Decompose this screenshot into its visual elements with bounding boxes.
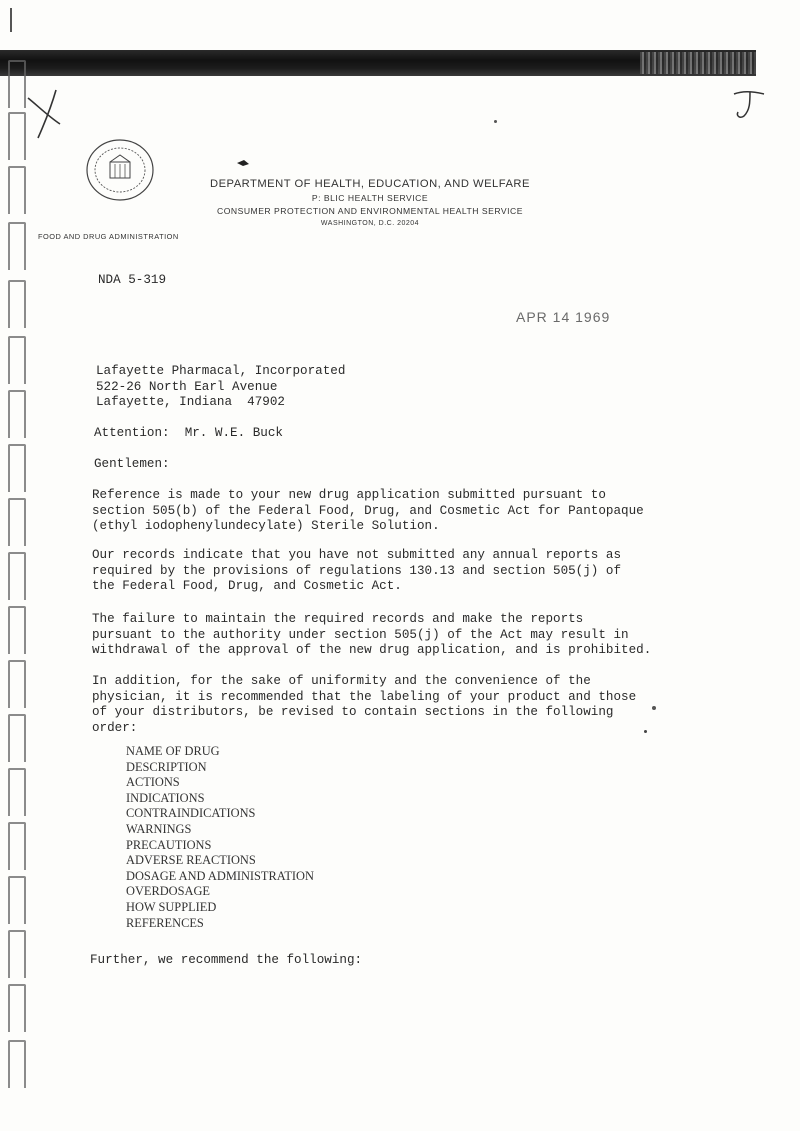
recipient-line: Lafayette, Indiana 47902 [96, 395, 285, 410]
paragraph-line: The failure to maintain the required records and make the reports [92, 612, 584, 626]
handwritten-x-mark [22, 84, 72, 144]
service-name: P: BLIC HEALTH SERVICE [311, 193, 429, 203]
list-item: OVERDOSAGE [126, 884, 210, 899]
list-item: INDICATIONS [126, 790, 205, 805]
scan-top-bar-texture [640, 52, 756, 74]
agency-name: FOOD AND DRUG ADMINISTRATION [38, 232, 179, 241]
division-name: CONSUMER PROTECTION AND ENVIRONMENTAL HEALTH SERVICE [217, 206, 523, 216]
scan-speckle [644, 730, 647, 733]
list-item: PRECAUTIONS [126, 837, 212, 852]
paragraph-line: of your distributors, be revised to contain sections in the following [92, 705, 614, 720]
paragraph-2 [92, 548, 621, 595]
list-item: ACTIONS [126, 775, 180, 790]
paragraph-3 [92, 612, 651, 659]
paragraph-line: required by the provisions of regulations 130.13 and section 505(j) of [92, 563, 622, 578]
list-item: NAME OF DRUG [126, 744, 220, 758]
paragraph-line: physician, it is recommended that the labeling of your product and those [92, 689, 637, 704]
list-item: WARNINGS [126, 821, 192, 836]
scan-speckle [494, 120, 497, 123]
recipient-line: 522-26 North Earl Avenue [96, 379, 278, 394]
list-item: ADVERSE REACTIONS [126, 853, 256, 868]
list-item: REFERENCES [126, 915, 204, 930]
paragraph-line: withdrawal of the approval of the new drug application, and is prohibited. [92, 643, 652, 658]
paragraph-line: In addition, for the sake of uniformity and the convenience of the [92, 674, 591, 688]
labeling-sections-list [126, 744, 314, 931]
handwritten-initial [728, 86, 768, 122]
paragraph-line: the Federal Food, Drug, and Cosmetic Act. [92, 579, 402, 594]
department-name: DEPARTMENT OF HEALTH, EDUCATION, AND WELFARE [210, 178, 530, 190]
paragraph-1 [92, 488, 644, 535]
attention-line: Attention: Mr. W.E. Buck [94, 426, 283, 440]
list-item: HOW SUPPLIED [126, 899, 217, 914]
scan-left-tick [10, 8, 12, 32]
list-item: DESCRIPTION [126, 759, 207, 774]
paragraph-4 [92, 674, 636, 736]
paragraph-line: Reference is made to your new drug application submitted pursuant to [92, 488, 606, 502]
hew-seal-icon [84, 138, 156, 202]
date-stamp: APR 14 1969 [516, 309, 611, 325]
recipient-line: Lafayette Pharmacal, Incorporated [96, 364, 346, 378]
paragraph-line: section 505(b) of the Federal Food, Drug, and Cosmetic Act for Pantopaque [92, 503, 644, 518]
stray-mark [236, 158, 250, 168]
paragraph-line: Our records indicate that you have not submitted any annual reports as [92, 548, 622, 562]
salutation: Gentlemen: [94, 457, 170, 471]
list-item: CONTRAINDICATIONS [126, 806, 256, 821]
recipient-address [96, 364, 345, 411]
list-item: DOSAGE AND ADMINISTRATION [126, 868, 314, 883]
paragraph-line: (ethyl iodophenylundecylate) Sterile Solution. [92, 519, 440, 534]
paragraph-line: pursuant to the authority under section 505(j) of the Act may result in [92, 627, 629, 642]
paragraph-line: order: [92, 720, 138, 735]
closing-line: Further, we recommend the following: [90, 953, 363, 967]
scan-speckle [652, 706, 656, 710]
nda-reference: NDA 5-319 [98, 273, 167, 287]
letterhead-address: WASHINGTON, D.C. 20204 [320, 220, 420, 227]
